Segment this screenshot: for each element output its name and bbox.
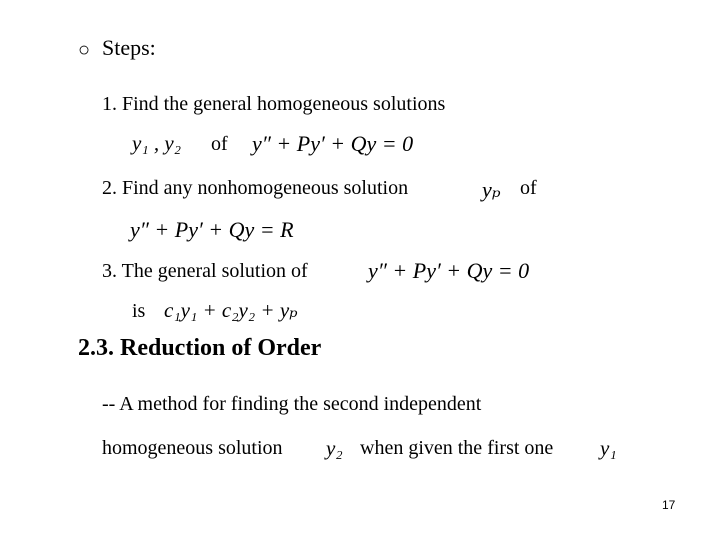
section-line1: -- A method for finding the second independent (102, 393, 482, 415)
step3-equation: y″ + Py′ + Qy = 0 (368, 258, 530, 283)
step3-is: is (132, 300, 146, 322)
step2-text: 2. Find any nonhomogeneous solution (102, 177, 409, 199)
step3-text: 3. The general solution of (102, 260, 308, 282)
section-heading: 2.3. Reduction of Order (78, 335, 322, 361)
bullet-icon: ○ (78, 39, 91, 61)
page-number: 17 (662, 498, 676, 512)
section-line2-var-y2: y₂ (326, 436, 343, 460)
step2-of: of (520, 177, 537, 199)
section-line2-var-y1: y₁ (600, 436, 617, 460)
step1-of: of (211, 133, 228, 155)
step2-equation: y″ + Py′ + Qy = R (130, 217, 294, 242)
step2-particular-var: yₚ (482, 177, 501, 202)
step3-general-solution: c₁y₁ + c₂y₂ + yₚ (164, 298, 298, 322)
step1-solution-vars: y₁ , y₂ (132, 131, 181, 155)
steps-title: Steps: (102, 35, 156, 60)
step1-equation: y″ + Py′ + Qy = 0 (252, 131, 414, 156)
section-line2-text: homogeneous solution (102, 437, 283, 459)
section-line2-text-b: when given the first one (360, 437, 554, 459)
step1-text: 1. Find the general homogeneous solutions (102, 93, 446, 115)
